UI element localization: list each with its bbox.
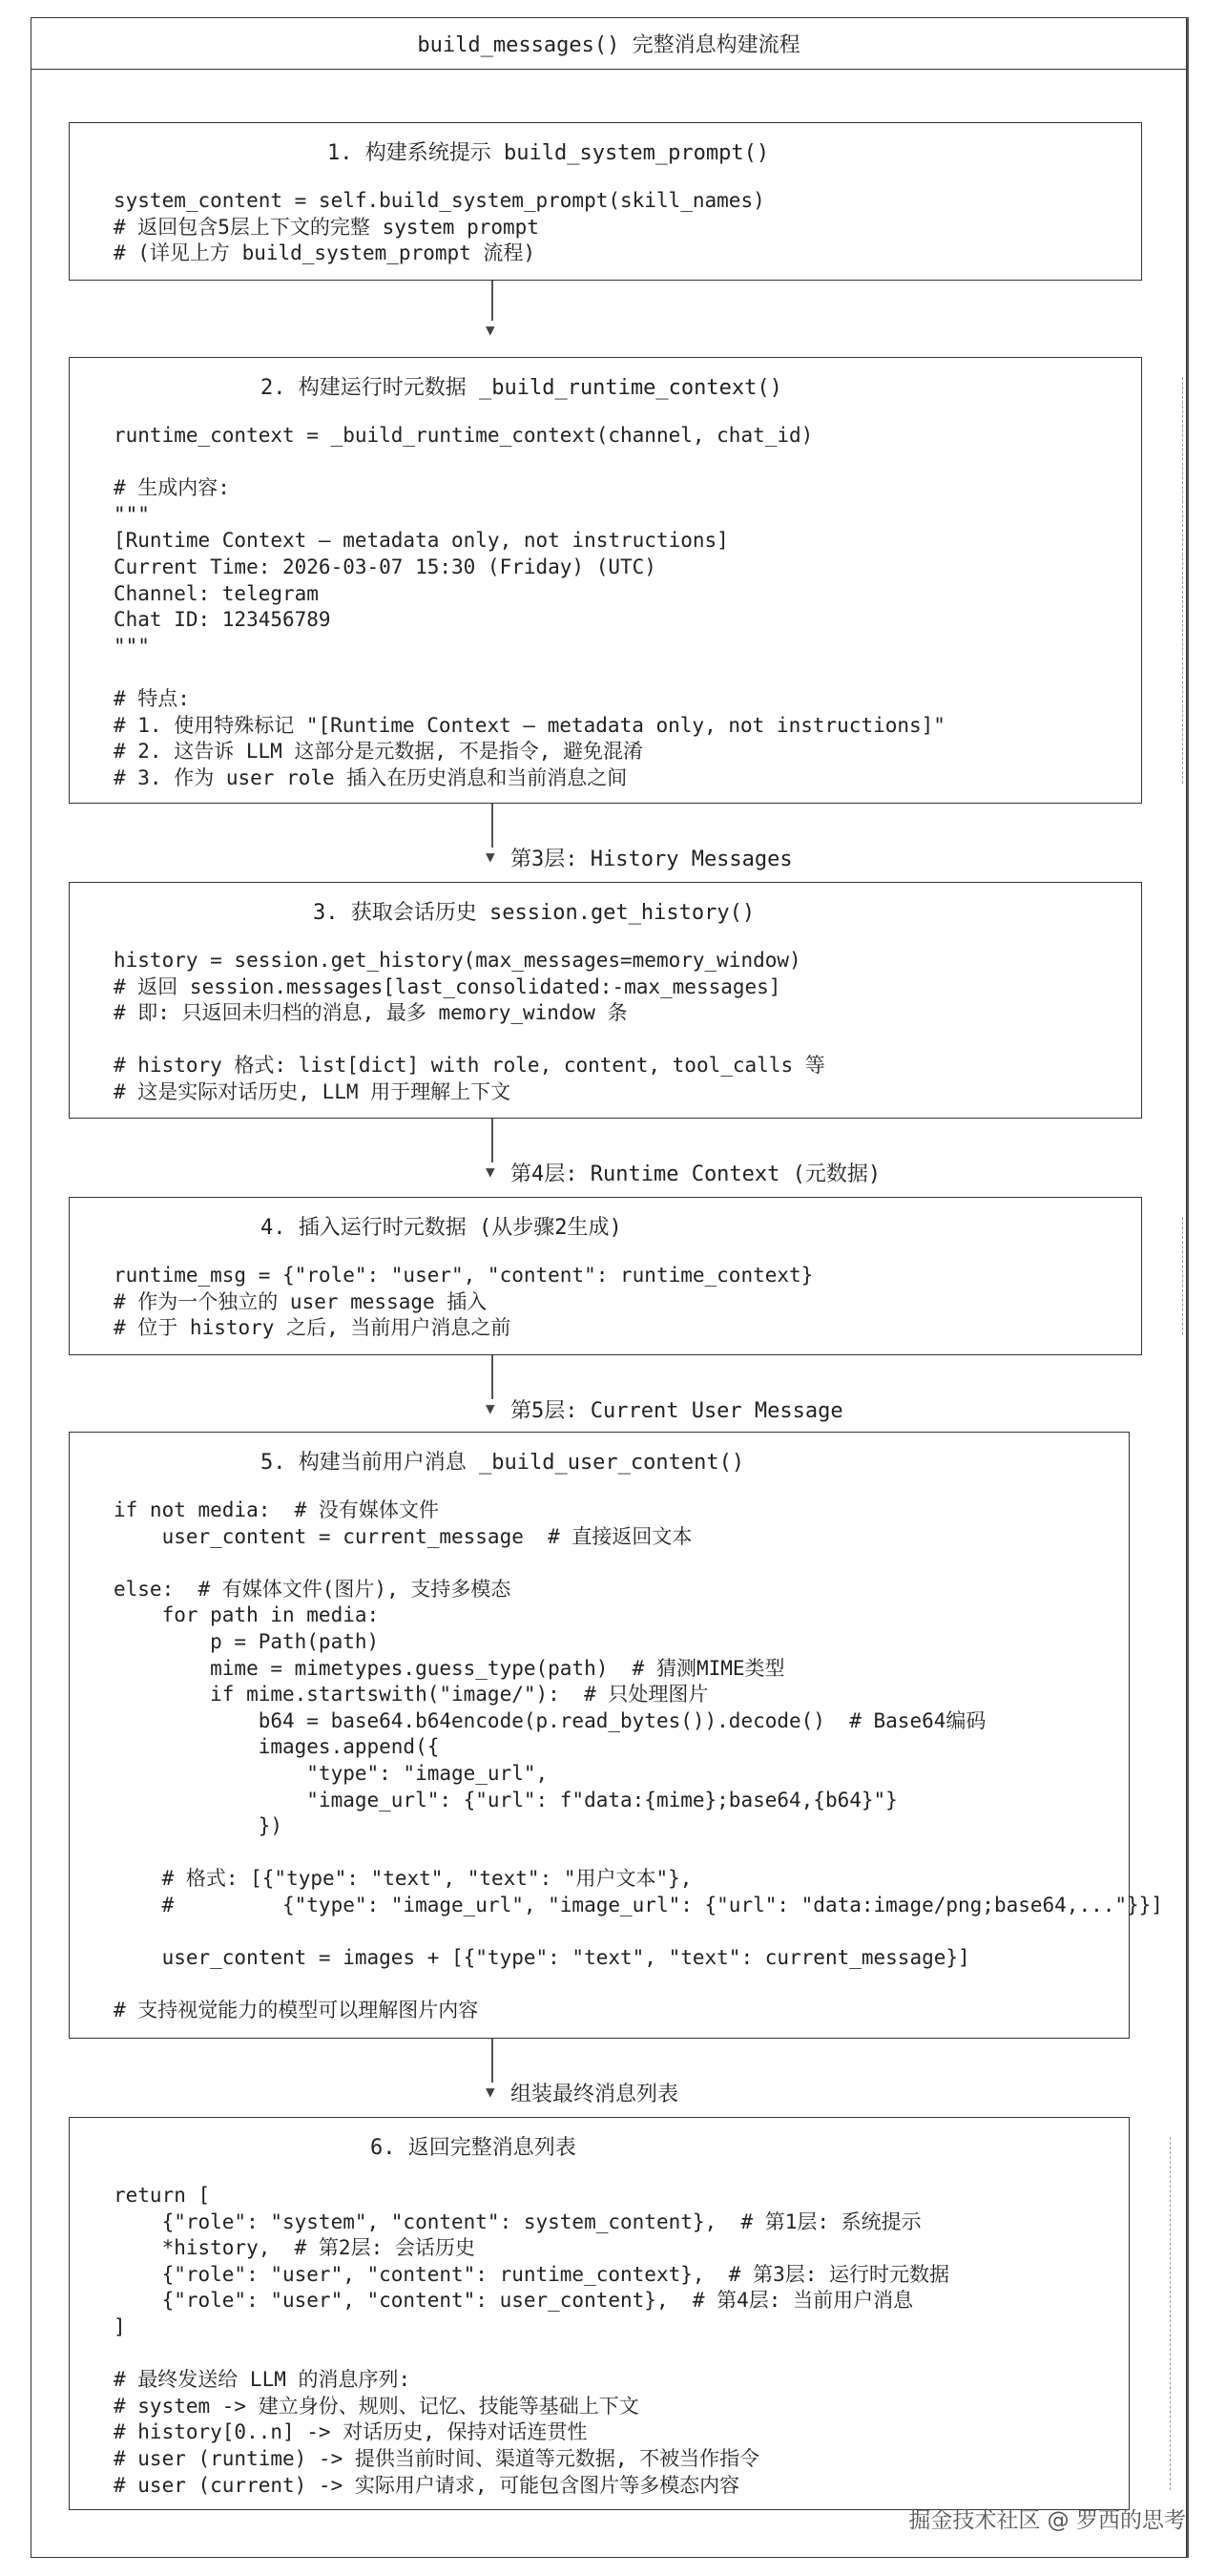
step-4-code: runtime_msg = {"role": "user", "content": runtime_context} # 作为一个独立的 user message 插入 # 位于 history 之后, 当前用户消息之前 xyxy=(114,1264,814,1340)
connector-5-arrow-icon: ▼ xyxy=(486,2083,495,2101)
step-2-code: runtime_context = _build_runtime_context(channel, chat_id) # 生成内容: """ [Runtime Context — metadata only, not instructions] Current Time: 2026-03-07 15:30 (Friday) (UTC) Channel: telegram Chat ID: 123456789 """ # 特点: # 1. 使用特殊标记 "[Runtime Context — metadata only, not instructions]" # 2. 这告诉 LLM 这部分是元数据, 不是指令, 避免混淆 # 3. 作为 user role 插入在历史消息和当前消息之间 xyxy=(114,424,945,789)
step-6-edge-marks xyxy=(1132,2137,1171,2490)
step-3-box xyxy=(69,882,1142,1119)
connector-4-label: 第5层: Current User Message xyxy=(510,1399,843,1423)
step-6-title: 6. 返回完整消息列表 xyxy=(370,2136,576,2160)
step-3-title: 3. 获取会话历史 session.get_history() xyxy=(313,901,756,925)
connector-4-line xyxy=(491,1355,493,1399)
step-1-title: 1. 构建系统提示 build_system_prompt() xyxy=(327,141,770,165)
right-rail-line xyxy=(1187,17,1189,2558)
flow-title xyxy=(31,18,1186,70)
step-5-box xyxy=(69,1432,1163,2039)
step-5-code: if not media: # 没有媒体文件 user_content = current_message # 直接返回文本 else: # 有媒体文件(图片), 支持多模态 for path in media: p = Path(path) mime = mimetypes.guess_type(path) # 猜测MIME类型 if mime.startswith("image/"): # 只处理图片 b64 = base64.b64encode(p.read_bytes()).decode() # Base64编码 images.append({ "type": "image_url", "image_url": {"url": f"data:{mime};base64,{b64}"} }) # 格式: [{"type": "text", "text": "用户文本"}, # {"type": "image_url", "image_url": {"url": "data:image/png;base64,..."}}] user_content = images + [{"type": "text", "text": current_message}] # 支持视觉能力的模型可以理解图片内容 xyxy=(114,1498,1163,2022)
step-2-edge-marks xyxy=(1145,377,1183,784)
step-1-box xyxy=(69,122,1142,281)
step-3-code: history = session.get_history(max_messages=memory_window) # 返回 session.messages[last_consolidated:-max_messages] # 即: 只返回未归档的消息, 最多 memory_window 条 # history 格式: list[dict] with role, content, tool_calls 等 # 这是实际对话历史, LLM 用于理解上下文 xyxy=(114,949,825,1103)
step-4-title: 4. 插入运行时元数据 (从步骤2生成) xyxy=(260,1216,622,1240)
step-6-box xyxy=(69,2117,1130,2510)
step-6-code: return [ {"role": "system", "content": system_content}, # 第1层: 系统提示 *history, # 第2层: 会话历史 {"role": "user", "content": runtime_context}, # 第3层: 运行时元数据 {"role": "user", "content": user_content}, # 第4层: 当前用户消息 ] # 最终发送给 LLM 的消息序列: # system -> 建立身份、规则、记忆、技能等基础上下文 # history[0..n] -> 对话历史, 保持对话连贯性 # user (runtime) -> 提供当前时间、渠道等元数据, 不被当作指令 # user (current) -> 实际用户请求, 可能包含图片等多模态内容 xyxy=(114,2184,950,2497)
connector-2-arrow-icon: ▼ xyxy=(486,848,495,866)
connector-1-arrow-icon: ▼ xyxy=(486,321,495,339)
step-4-box xyxy=(69,1197,1142,1355)
step-5-title: 5. 构建当前用户消息 _build_user_content() xyxy=(260,1451,745,1475)
flow-title-text: build_messages() 完整消息构建流程 xyxy=(417,33,800,57)
watermark-text: 掘金技术社区 @ 罗西的思考 xyxy=(908,2508,1186,2533)
connector-3-line xyxy=(491,1119,493,1162)
step-2-title: 2. 构建运行时元数据 _build_runtime_context() xyxy=(260,376,782,400)
step-4-edge-marks xyxy=(1145,1217,1183,1335)
connector-2-label: 第3层: History Messages xyxy=(510,848,793,871)
connector-1-line xyxy=(491,281,493,321)
connector-5-line xyxy=(491,2039,493,2083)
connector-5-label: 组装最终消息列表 xyxy=(510,2083,679,2106)
connector-3-label: 第4层: Runtime Context (元数据) xyxy=(510,1162,882,1186)
connector-3-arrow-icon: ▼ xyxy=(486,1162,495,1181)
step-2-box xyxy=(69,357,1142,804)
connector-4-arrow-icon: ▼ xyxy=(486,1399,495,1417)
connector-2-line xyxy=(491,804,493,848)
step-1-code: system_content = self.build_system_prompt(skill_names) # 返回包含5层上下文的完整 system prompt # (详见上方 build_system_prompt 流程) xyxy=(114,189,765,265)
